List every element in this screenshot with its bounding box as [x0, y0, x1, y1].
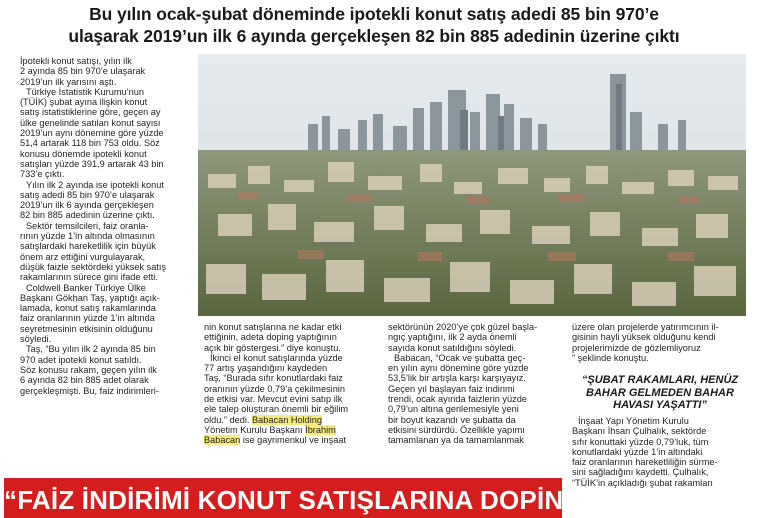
quote-subheading — [572, 374, 748, 412]
highlighted-company-name: Babacan Holding — [252, 414, 323, 425]
istanbul-skyline-photo — [198, 54, 746, 316]
paragraph-text: İkinci el konut satışlarında yüzde 77 artış yaşandığını kaydeden Taş, “Burada sıfır konutlardaki faiz oranının yüzde 0,79’a çekilmesinin de etkisi var. Mevcut evini satıp ilk ele talep oluşturan önemli bir eğilim oldu.” dedi. — [204, 352, 349, 425]
quote-subheading-text: “ŞUBAT RAKAMLARI, HENÜZ BAHAR GELMEDEN BAHAR HAVASI YAŞATTI” — [581, 374, 739, 411]
paragraph: Babacan, “Ocak ve şubatta geç- en yılın aynı dönemine göre yüzde 53,5’lik bir artışla karşı karşıyayız. Geçen yıl başlayan faiz indirimi trendi, ocak ayında faizlerin yüzde 0,79’un altına gerilemesiyle yeni bir boyut kazandı ve şubatta da etkisini sürdürdü. Özellikle yapımı tamamlanan ya da tamamlanmak — [388, 352, 529, 446]
headline-line-2: ulaşarak 2019’un ilk 6 ayında gerçekleşen 82 bin 885 adedinin üzerine çıktı — [68, 26, 680, 46]
paragraph: Yılın ilk 2 ayında ise ipotekli konut satış adedi 85 bin 970’e ulaşarak 2019’un ilk 6 ayında gerçekleşen 82 bin 885 adedinin üzerine çıktı. — [20, 179, 164, 221]
article-column-3 — [388, 322, 560, 446]
article-column-2 — [204, 322, 376, 446]
headline-line-1: Bu yılın ocak-şubat döneminde ipotekli konut satış adedi 85 bin 970’e — [89, 4, 659, 24]
highlighted-person-name: İbrahim — [305, 424, 336, 435]
paragraph: nin konut satışlarına ne kadar etki ettiğinin, adeta doping yaptığının açık bir göstergesi.” diye konuştu. — [204, 322, 342, 353]
article-column-1 — [20, 56, 192, 396]
paragraph: Sektör temsilcileri, faiz oranla- rının yüzde 1’in altında olmasının satışlardaki hareketlilik için büyük önem arz ettiğini vurgulayarak, düşük faizle sektördeki yüksek satış rakamlarının sürece gini ifade etti. — [20, 220, 167, 283]
article-headline — [0, 3, 748, 47]
paragraph: Türkiye İstatistik Kurumu’nun (TÜİK) şubat ayına ilişkin konut satış istatistiklerine göre, geçen ay ülke genelinde satılan konut sayısı 2019’un aynı dönemine göre yüzde 51,4 artarak 118 bin 753 oldu. Söz konusu dönemde ipotekli konut satışları yüzde 391,9 artarak 43 bin 733’e çıktı. — [20, 86, 164, 180]
paragraph: üzere olan projelerde yatırımcının il- gisinin hayli yüksek olduğunu kendi projelerimizde de gözlemliyoruz ” şeklinde konuştu. — [572, 322, 719, 363]
paragraph: İpotekli konut satışı, yılın ilk 2 ayında 85 bin 970’e ulaşarak 2019’un ilk yarısını aştı. — [20, 56, 146, 87]
paragraph: Coldwell Banker Türkiye Ülke Başkanı Gökhan Taş, yaptığı açık- lamada, konut satış rakamlarında faiz oranlarının yüzde 1’in altında seyretmesinin etkisinin olduğunu söyledi. — [20, 282, 160, 345]
pull-quote-text: “FAİZ İNDİRİMİ KONUT SATIŞLARINA DOPİNG ETKİSİ YAPTI” — [4, 485, 772, 515]
city-skyline-illustration — [198, 54, 746, 316]
article-column-4 — [572, 322, 748, 363]
paragraph: sektörünün 2020’ye çok güzel başla- ngıç yaptığını, ilk 2 ayda önemli sayıda konut satıldığını söyledi. — [388, 322, 538, 353]
paragraph: İnşaat Yapı Yönetim Kurulu Başkanı İhsan Çulhalık, sektörde sıfır konuttaki yüzde 0,79’luk, tüm konutlardaki yüzde 1’in altındaki faiz oranlarının hareketliliğin sürme- sini sağladığını kaydetti. Çulhalık, “TÜİK’in açıkladığı şubat rakamları — [572, 416, 718, 488]
pull-quote-banner — [4, 478, 772, 518]
paragraph: Taş, “Bu yılın ilk 2 ayında 85 bin 970 adet ipotekli konut satıldı. Söz konusu rakam, geçen yılın ilk 6 ayında 82 bin 885 adet olarak gerçekleşmişti. Bu, faiz indirimleri- — [20, 344, 159, 396]
paragraph-text: ise gayrimenkul ve inşaat — [242, 435, 346, 446]
article-column-4-continued — [572, 416, 748, 488]
paragraph — [204, 353, 376, 446]
paragraph-text: Yönetim Kurulu Başkanı — [204, 424, 303, 435]
highlighted-person-surname: Babacan — [204, 435, 241, 446]
